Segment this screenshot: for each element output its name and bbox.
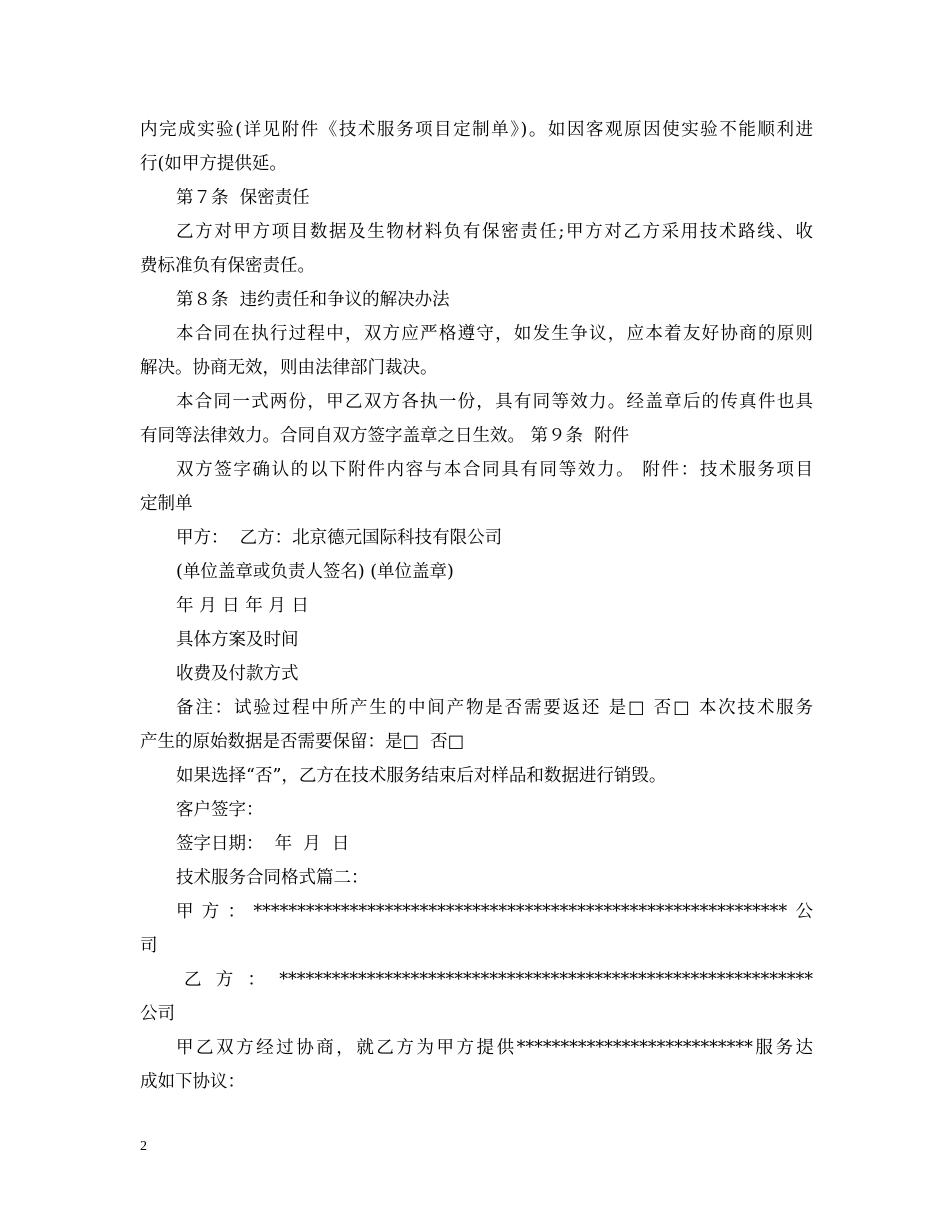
text-line: 双方签字确认的以下附件内容与本合同具有同等效力。 附件：技术服务项目 — [176, 460, 813, 480]
text-line: 费标准负有保密责任。 — [140, 256, 315, 276]
text-line: 产生的原始数据是否需要保留：是□ 否□ — [140, 732, 465, 752]
text-line: 乙方对甲方项目数据及生物材料负有保密责任;甲方对乙方采用技术路线、收 — [176, 222, 813, 242]
text-line: 备注：试验过程中所产生的中间产物是否需要返还 是□ 否□ 本次技术服务 — [176, 698, 813, 718]
text-line: 具体方案及时间 — [176, 630, 299, 650]
text-line: 成如下协议： — [140, 1072, 245, 1092]
text-line: 内完成实验(详见附件《技术服务项目定制单》)。如因客观原因使实验不能顺利进 — [140, 120, 813, 140]
text-line: 公司 — [140, 1004, 175, 1024]
document-body — [140, 113, 813, 1099]
text-line: 有同等法律效力。合同自双方签字盖章之日生效。 第９条 附件 — [140, 426, 630, 446]
text-line: 乙方：************************************************************* — [184, 970, 813, 990]
text-line: 行(如甲方提供延。 — [140, 154, 287, 174]
text-line: 第８条 违约责任和争议的解决办法 — [176, 290, 450, 310]
text-line: 如果选择“否”，乙方在技术服务结束后对样品和数据进行销毁。 — [176, 766, 667, 786]
text-line: (单位盖章或负责人签名) (单位盖章) — [176, 562, 454, 582]
text-line: 收费及付款方式 — [176, 664, 299, 684]
text-line: 年 月 日 年 月 日 — [176, 596, 309, 616]
text-line: 甲乙双方经过协商，就乙方为甲方提供***************************服务达 — [176, 1038, 813, 1058]
text-line: 甲方： 乙方：北京德元国际科技有限公司 — [176, 528, 503, 548]
text-line: 解决。协商无效，则由法律部门裁决。 — [140, 358, 438, 378]
text-line: 本合同一式两份，甲乙双方各执一份，具有同等效力。经盖章后的传真件也具 — [176, 392, 813, 412]
text-line: 司 — [140, 936, 158, 956]
text-line: 技术服务合同格式篇二： — [176, 868, 369, 888]
text-line: 甲方：*************************************************************公 — [176, 902, 813, 922]
text-line: 定制单 — [140, 494, 193, 514]
text-line: 签字日期： 年 月 日 — [176, 834, 350, 854]
page-number: 2 — [140, 1139, 147, 1154]
text-line: 本合同在执行过程中，双方应严格遵守，如发生争议，应本着友好协商的原则 — [176, 324, 813, 344]
text-line: 客户签字： — [176, 800, 264, 820]
text-line: 第７条 保密责任 — [176, 188, 310, 208]
